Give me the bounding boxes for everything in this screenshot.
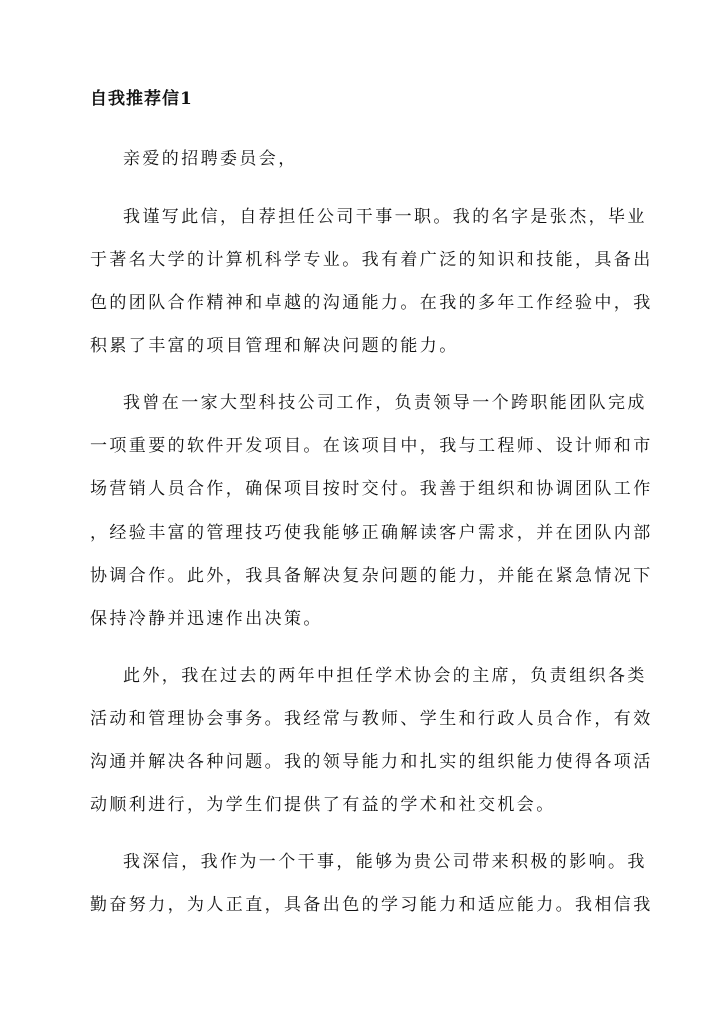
paragraph-2-line-4: ，经验丰富的管理技巧使我能够正确解读客户需求，并在团队内部 [90, 523, 653, 543]
paragraph-1-line-3: 色的团队合作精神和卓越的沟通能力。在我的多年工作经验中，我 [90, 293, 653, 313]
paragraph-4-line-2: 勤奋努力，为人正直，具备出色的学习能力和适应能力。我相信我 [90, 895, 653, 915]
paragraph-1-line-4: 积累了丰富的项目管理和解决问题的能力。 [90, 336, 459, 356]
paragraph-2-line-5: 协调合作。此外，我具备解决复杂问题的能力，并能在紧急情况下 [90, 566, 653, 586]
paragraph-2-line-2: 一项重要的软件开发项目。在该项目中，我与工程师、设计师和市 [90, 436, 653, 456]
paragraph-3-line-3: 沟通并解决各种问题。我的领导能力和扎实的组织能力使得各项活 [90, 752, 653, 772]
paragraph-2-line-1: 我曾在一家大型科技公司工作，负责领导一个跨职能团队完成 [123, 393, 647, 413]
paragraph-2-line-6: 保持冷静并迅速作出决策。 [90, 609, 323, 629]
paragraph-2-line-3: 场营销人员合作，确保项目按时交付。我善于组织和协调团队工作 [90, 479, 653, 499]
paragraph-3-line-4: 动顺利进行，为学生们提供了有益的学术和社交机会。 [90, 795, 556, 815]
paragraph-3-line-2: 活动和管理协会事务。我经常与教师、学生和行政人员合作，有效 [90, 709, 653, 729]
paragraph-3-line-1: 此外，我在过去的两年中担任学术协会的主席，负责组织各类 [123, 666, 647, 686]
paragraph-4-line-1: 我深信，我作为一个干事，能够为贵公司带来积极的影响。我 [123, 852, 647, 872]
page-title: 自我推荐信1 [90, 89, 193, 109]
salutation: 亲爱的招聘委员会， [123, 149, 298, 169]
paragraph-1-line-1: 我谨写此信，自荐担任公司干事一职。我的名字是张杰，毕业 [123, 207, 647, 227]
paragraph-1-line-2: 于著名大学的计算机科学专业。我有着广泛的知识和技能，具备出 [90, 250, 653, 270]
